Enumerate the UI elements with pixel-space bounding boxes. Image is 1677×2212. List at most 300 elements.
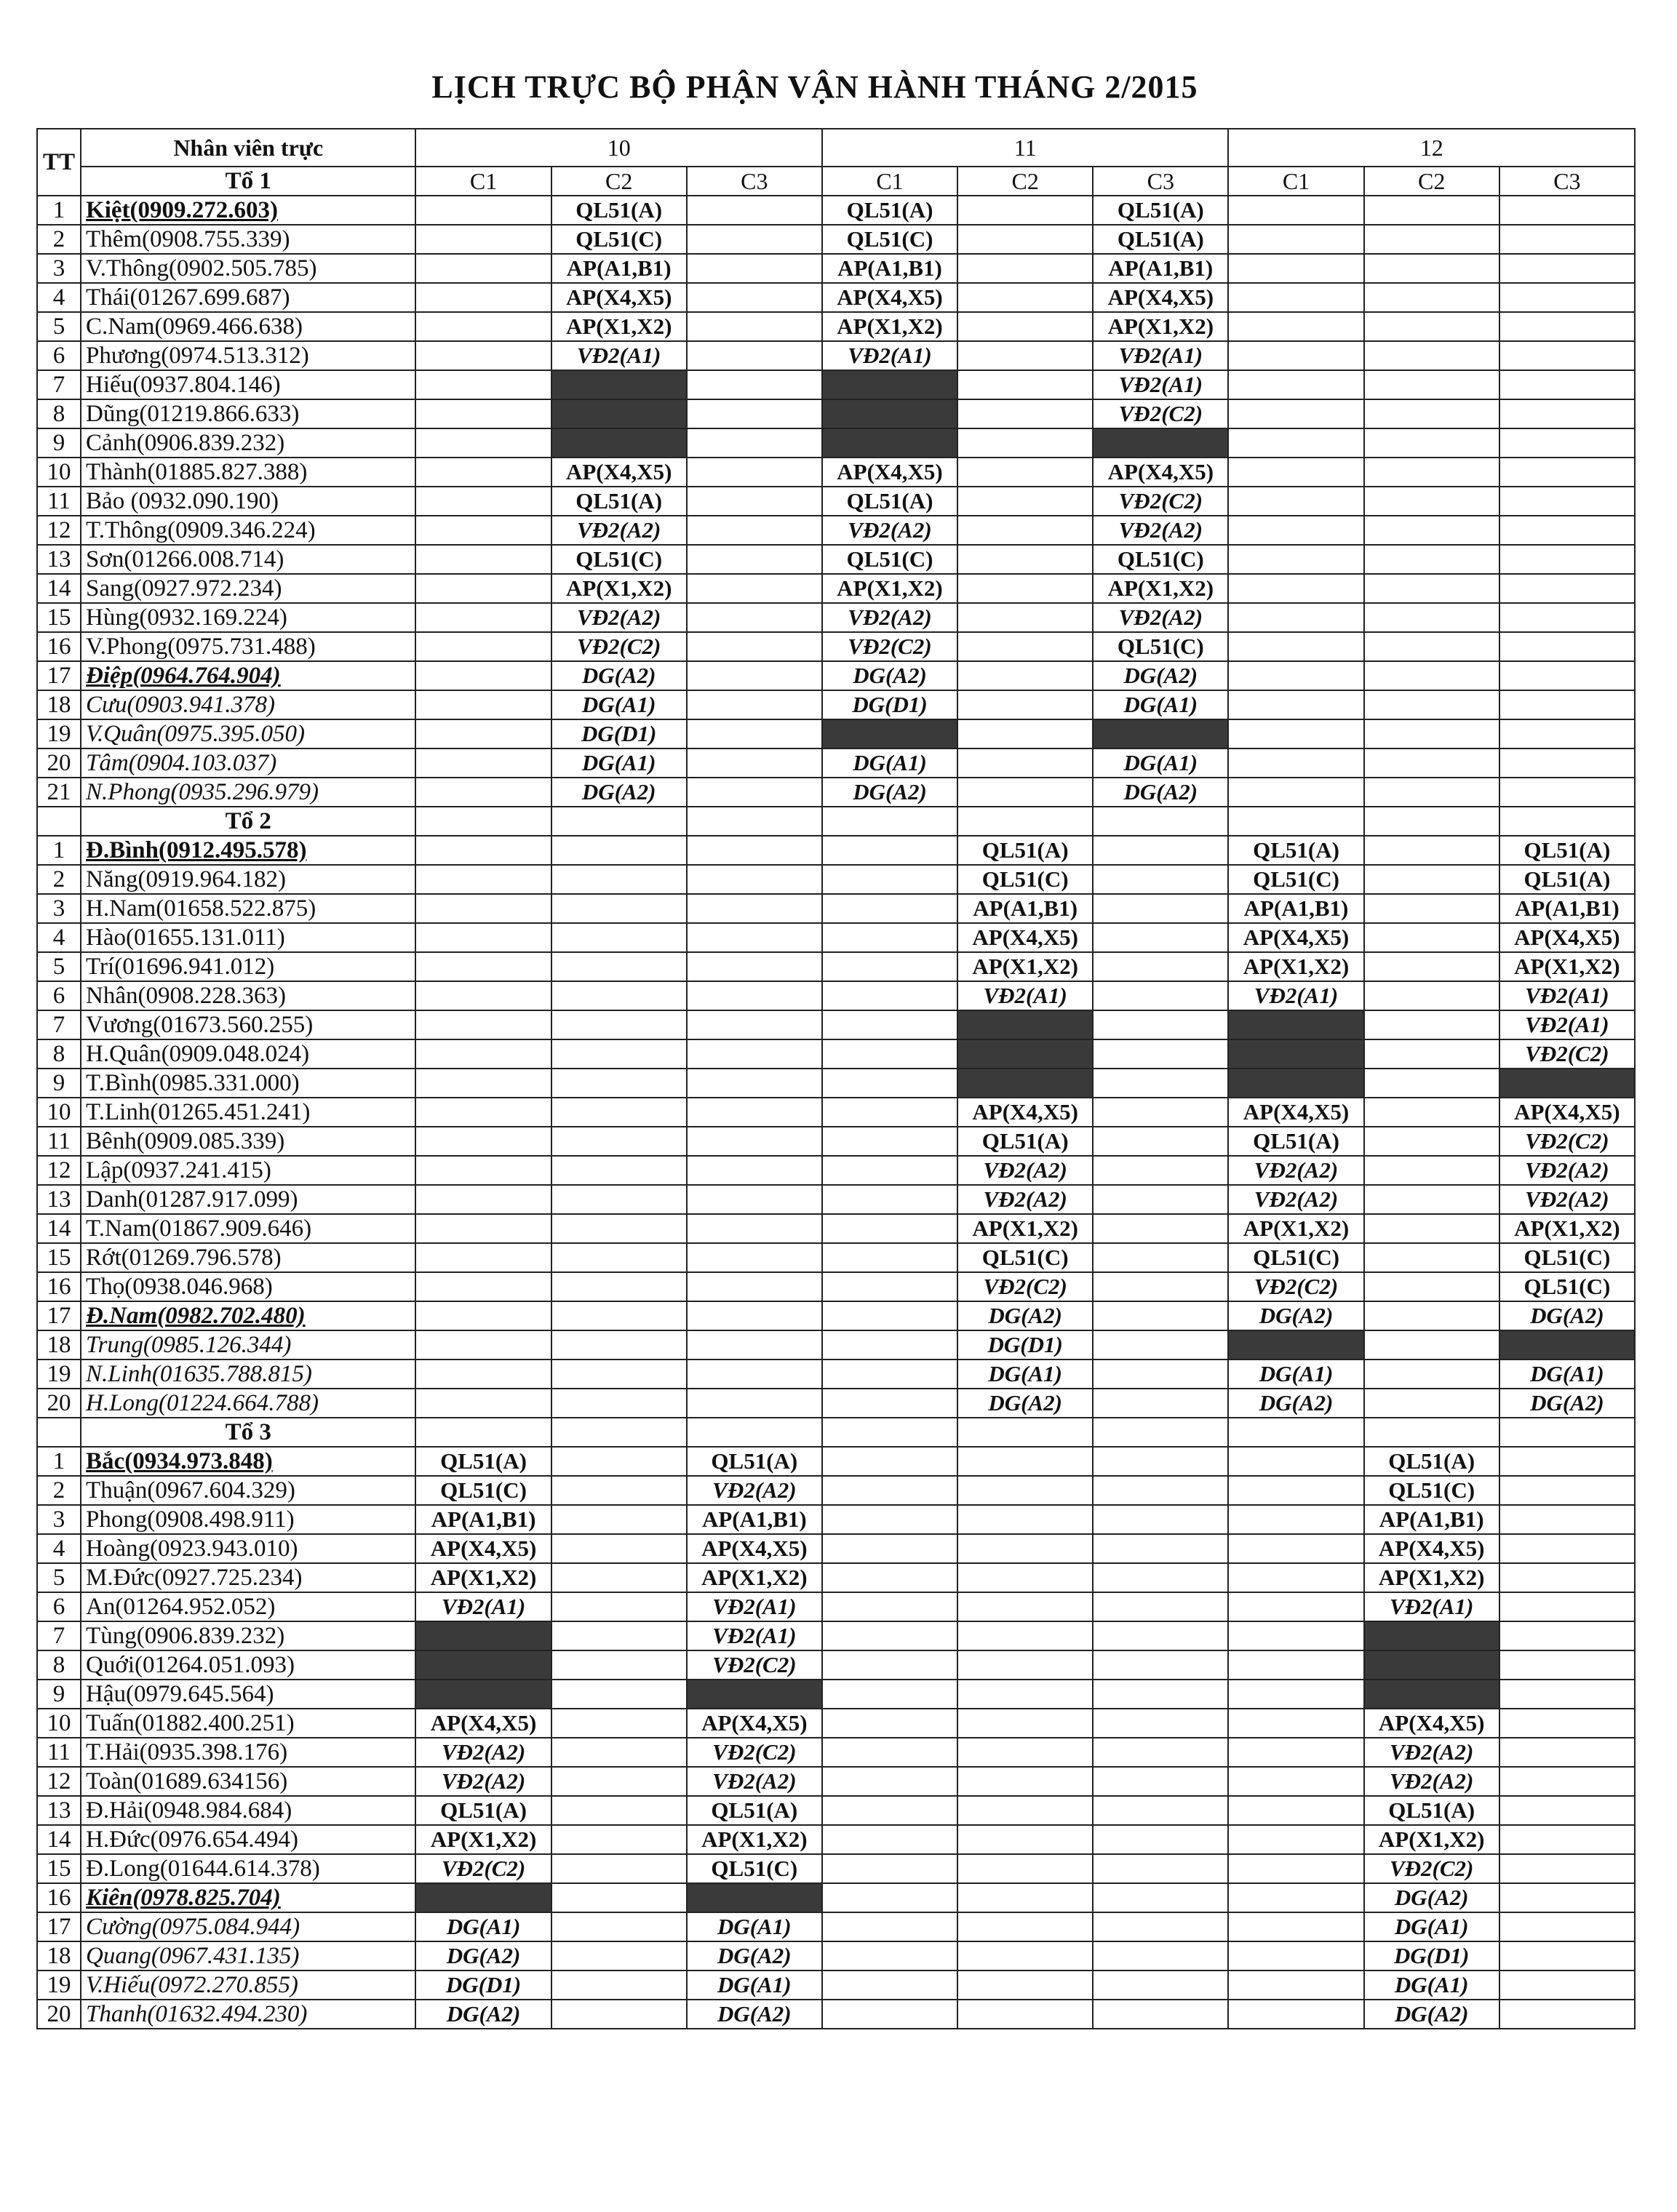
table-row	[37, 1709, 1635, 1738]
staff-name: Danh(01287.917.099)	[81, 1185, 415, 1214]
shaded-cell	[551, 370, 687, 399]
table-row	[37, 661, 1635, 690]
staff-name: Lập(0937.241.415)	[81, 1156, 415, 1185]
row-number: 8	[37, 1650, 81, 1680]
shift-cell	[415, 894, 551, 923]
shift-cell	[1364, 458, 1499, 487]
shift-cell	[1093, 1738, 1228, 1767]
shift-cell: VĐ2(A1)	[415, 1592, 551, 1621]
row-number: 1	[37, 196, 81, 225]
shaded-cell	[957, 1010, 1093, 1039]
row-number: 20	[37, 1389, 81, 1418]
shift-cell	[415, 254, 551, 283]
staff-name: V.Hiếu(0972.270.855)	[81, 1971, 415, 2000]
shift-cell	[415, 1418, 551, 1447]
shift-cell: VĐ2(A2)	[687, 1767, 822, 1796]
row-number: 5	[37, 952, 81, 981]
staff-name: Hiếu(0937.804.146)	[81, 370, 415, 399]
shift-cell	[1364, 1359, 1499, 1389]
staff-name: Dũng(01219.866.633)	[81, 399, 415, 428]
shift-cell: QL51(C)	[822, 225, 957, 254]
staff-name: H.Đức(0976.654.494)	[81, 1825, 415, 1854]
shift-cell: AP(A1,B1)	[551, 254, 687, 283]
row-number: 3	[37, 254, 81, 283]
shift-cell: DG(A2)	[415, 2000, 551, 2029]
shift-cell	[957, 748, 1093, 778]
shaded-cell	[687, 1680, 822, 1709]
shift-cell: AP(X1,X2)	[687, 1563, 822, 1592]
shaded-cell	[957, 1039, 1093, 1069]
staff-name: N.Linh(01635.788.815)	[81, 1359, 415, 1389]
table-row	[37, 254, 1635, 283]
shaded-cell	[957, 1069, 1093, 1098]
staff-name: Nhân(0908.228.363)	[81, 981, 415, 1010]
table-row	[37, 1680, 1635, 1709]
shift-cell	[1499, 1854, 1635, 1883]
shift-cell	[822, 1010, 957, 1039]
shift-cell	[687, 1156, 822, 1185]
shaded-cell	[822, 399, 957, 428]
shift-cell	[1228, 1621, 1363, 1650]
staff-name: Đ.Nam(0982.702.480)	[81, 1301, 415, 1330]
shift-cell: DG(A2)	[1093, 778, 1228, 807]
table-row	[37, 225, 1635, 254]
table-row	[37, 1971, 1635, 2000]
table-row	[37, 778, 1635, 807]
shift-cell: QL51(C)	[551, 545, 687, 574]
table-row	[37, 1389, 1635, 1418]
shift-cell	[1364, 748, 1499, 778]
shift-cell	[1499, 1505, 1635, 1534]
shift-cell	[687, 545, 822, 574]
shaded-cell	[822, 428, 957, 458]
header-shift: C1	[415, 167, 551, 196]
shift-cell	[1228, 778, 1363, 807]
shift-cell	[957, 778, 1093, 807]
shift-cell	[1093, 1272, 1228, 1301]
shift-cell	[1364, 283, 1499, 312]
shift-cell	[1364, 690, 1499, 719]
shift-cell	[822, 865, 957, 894]
shaded-cell	[1499, 1069, 1635, 1098]
shift-cell: QL51(C)	[415, 1476, 551, 1505]
shift-cell	[957, 1680, 1093, 1709]
header-staff: Nhân viên trực	[81, 129, 415, 167]
shift-cell	[1499, 1476, 1635, 1505]
shift-cell	[1364, 1389, 1499, 1418]
shift-cell: AP(X4,X5)	[551, 458, 687, 487]
shift-cell	[415, 981, 551, 1010]
shift-cell	[1228, 458, 1363, 487]
shift-cell	[1499, 1941, 1635, 1971]
shift-cell: DG(A1)	[822, 748, 957, 778]
shift-cell: VĐ2(C2)	[415, 1854, 551, 1883]
shift-cell: VĐ2(A1)	[1093, 341, 1228, 370]
shift-cell: VĐ2(C2)	[1499, 1127, 1635, 1156]
shift-cell	[822, 1359, 957, 1389]
shift-cell	[822, 952, 957, 981]
shift-cell	[1228, 1883, 1363, 1912]
shift-cell	[551, 1534, 687, 1563]
shift-cell	[687, 341, 822, 370]
shift-cell	[822, 1534, 957, 1563]
shift-cell	[415, 748, 551, 778]
shift-cell	[415, 719, 551, 748]
shift-cell	[1093, 1825, 1228, 1854]
shift-cell	[1093, 1039, 1228, 1069]
table-row	[37, 1185, 1635, 1214]
shift-cell	[1364, 719, 1499, 748]
shift-cell	[1499, 254, 1635, 283]
shift-cell: QL51(A)	[1228, 836, 1363, 865]
header-shift: C1	[822, 167, 957, 196]
shift-cell: DG(A2)	[551, 661, 687, 690]
table-row	[37, 1359, 1635, 1389]
shift-cell: QL51(A)	[1499, 865, 1635, 894]
shift-cell: QL51(C)	[687, 1854, 822, 1883]
page-title: LỊCH TRỰC BỘ PHẬN VẬN HÀNH THÁNG 2/2015	[431, 69, 1198, 105]
shift-cell	[687, 225, 822, 254]
shift-cell	[687, 719, 822, 748]
shift-cell	[1228, 196, 1363, 225]
staff-name: Thọ(0938.046.968)	[81, 1272, 415, 1301]
shift-cell	[957, 1621, 1093, 1650]
shift-cell	[822, 1854, 957, 1883]
shift-cell: AP(X4,X5)	[957, 1098, 1093, 1127]
shaded-cell	[1364, 1621, 1499, 1650]
shift-cell	[1228, 399, 1363, 428]
table-row	[37, 748, 1635, 778]
shift-cell	[1499, 1621, 1635, 1650]
staff-name: Tuấn(01882.400.251)	[81, 1709, 415, 1738]
shift-cell	[822, 1621, 957, 1650]
shift-cell	[1228, 225, 1363, 254]
header-shift: C3	[687, 167, 822, 196]
staff-name: V.Phong(0975.731.488)	[81, 632, 415, 661]
table-row	[37, 545, 1635, 574]
shift-cell	[551, 1185, 687, 1214]
row-number: 20	[37, 748, 81, 778]
table-row	[37, 1214, 1635, 1243]
shift-cell	[1364, 428, 1499, 458]
shift-cell	[1499, 1650, 1635, 1680]
shift-cell	[1499, 1418, 1635, 1447]
shift-cell	[1093, 1912, 1228, 1941]
shift-cell	[957, 1418, 1093, 1447]
shift-cell: VĐ2(A1)	[1364, 1592, 1499, 1621]
shift-cell	[551, 1941, 687, 1971]
group-label: Tổ 1	[81, 167, 415, 196]
shift-cell: AP(X4,X5)	[1364, 1709, 1499, 1738]
shift-cell	[1499, 545, 1635, 574]
shift-cell	[1228, 1505, 1363, 1534]
table-row	[37, 428, 1635, 458]
shift-cell: DG(A1)	[1364, 1971, 1499, 2000]
staff-name: Phương(0974.513.312)	[81, 341, 415, 370]
row-number: 12	[37, 1156, 81, 1185]
shift-cell: AP(A1,B1)	[1228, 894, 1363, 923]
shift-cell	[1093, 865, 1228, 894]
shift-cell	[1093, 1214, 1228, 1243]
shift-cell: AP(X4,X5)	[687, 1534, 822, 1563]
shift-cell: AP(X4,X5)	[1228, 923, 1363, 952]
row-number: 7	[37, 370, 81, 399]
shift-cell: AP(X1,X2)	[822, 574, 957, 603]
table-row	[37, 1912, 1635, 1941]
header-row-days	[37, 129, 1635, 167]
shift-cell	[551, 894, 687, 923]
shift-cell	[957, 2000, 1093, 2029]
shift-cell: VĐ2(C2)	[1364, 1854, 1499, 1883]
shaded-cell	[1499, 1330, 1635, 1359]
table-row	[37, 952, 1635, 981]
shift-cell: VĐ2(A2)	[1499, 1156, 1635, 1185]
row-number: 17	[37, 661, 81, 690]
shift-cell	[957, 1709, 1093, 1738]
shift-cell: AP(X1,X2)	[551, 574, 687, 603]
shift-cell: VĐ2(A1)	[687, 1592, 822, 1621]
shift-cell	[1093, 1563, 1228, 1592]
staff-name: Hoàng(0923.943.010)	[81, 1534, 415, 1563]
shift-cell	[1228, 545, 1363, 574]
shift-cell	[1093, 1767, 1228, 1796]
shift-cell	[1228, 1971, 1363, 2000]
shift-cell	[1228, 283, 1363, 312]
shift-cell	[687, 574, 822, 603]
shift-cell	[1364, 487, 1499, 516]
shift-cell	[1499, 1563, 1635, 1592]
shift-cell	[1499, 632, 1635, 661]
shift-cell	[1093, 1359, 1228, 1389]
shift-cell	[687, 807, 822, 836]
shift-cell	[415, 1185, 551, 1214]
shift-cell	[415, 1301, 551, 1330]
shift-cell: VĐ2(A1)	[957, 981, 1093, 1010]
staff-name: Trí(01696.941.012)	[81, 952, 415, 981]
shift-cell: AP(X1,X2)	[415, 1563, 551, 1592]
shift-cell	[1364, 196, 1499, 225]
shift-cell	[687, 836, 822, 865]
shift-cell	[1499, 1447, 1635, 1476]
shift-cell	[1093, 1098, 1228, 1127]
shift-cell	[1093, 952, 1228, 981]
row-number: 17	[37, 1912, 81, 1941]
staff-name: T.Hải(0935.398.176)	[81, 1738, 415, 1767]
shift-cell	[1228, 661, 1363, 690]
shift-cell	[822, 1680, 957, 1709]
header-shift: C3	[1499, 167, 1635, 196]
shift-cell: DG(A1)	[551, 690, 687, 719]
shift-cell: QL51(A)	[687, 1447, 822, 1476]
shift-cell	[551, 2000, 687, 2029]
shift-cell	[415, 836, 551, 865]
shift-cell	[687, 487, 822, 516]
staff-name: Cưu(0903.941.378)	[81, 690, 415, 719]
row-number: 4	[37, 923, 81, 952]
shift-cell: AP(X1,X2)	[957, 952, 1093, 981]
shift-cell	[415, 952, 551, 981]
shift-cell: AP(A1,B1)	[415, 1505, 551, 1534]
shaded-cell	[1364, 1680, 1499, 1709]
table-row	[37, 1098, 1635, 1127]
shift-cell	[1364, 1330, 1499, 1359]
shift-cell	[1364, 254, 1499, 283]
shift-cell: DG(A2)	[551, 778, 687, 807]
shift-cell	[1228, 603, 1363, 632]
shift-cell	[1499, 1971, 1635, 2000]
shift-cell	[1093, 1069, 1228, 1098]
staff-name: T.Linh(01265.451.241)	[81, 1098, 415, 1127]
shift-cell: DG(A1)	[957, 1359, 1093, 1389]
table-row	[37, 1069, 1635, 1098]
shift-cell: DG(A1)	[687, 1912, 822, 1941]
shift-cell	[415, 1359, 551, 1389]
table-row	[37, 574, 1635, 603]
staff-name: Sơn(01266.008.714)	[81, 545, 415, 574]
header-tt: TT	[37, 129, 81, 196]
shaded-cell	[1093, 428, 1228, 458]
shift-cell	[1499, 574, 1635, 603]
shift-cell	[957, 545, 1093, 574]
shift-cell	[1093, 923, 1228, 952]
row-number: 14	[37, 574, 81, 603]
shift-cell	[415, 1389, 551, 1418]
shaded-cell	[1364, 1650, 1499, 1680]
shift-cell	[822, 1330, 957, 1359]
shift-cell	[687, 1272, 822, 1301]
staff-name: Thuận(0967.604.329)	[81, 1476, 415, 1505]
row-number: 8	[37, 1039, 81, 1069]
shift-cell: QL51(C)	[957, 865, 1093, 894]
shift-cell	[1499, 1592, 1635, 1621]
table-row	[37, 603, 1635, 632]
shift-cell: AP(X1,X2)	[1364, 1825, 1499, 1854]
shift-cell	[1364, 516, 1499, 545]
shift-cell: AP(A1,B1)	[1364, 1505, 1499, 1534]
shift-cell	[687, 254, 822, 283]
shift-cell: AP(X4,X5)	[1364, 1534, 1499, 1563]
shift-cell	[957, 603, 1093, 632]
staff-name: Cường(0975.084.944)	[81, 1912, 415, 1941]
table-row	[37, 1243, 1635, 1272]
shift-cell: DG(D1)	[415, 1971, 551, 2000]
shift-cell: DG(A1)	[1093, 748, 1228, 778]
shift-cell: QL51(A)	[1228, 1127, 1363, 1156]
shaded-cell	[822, 719, 957, 748]
row-number: 15	[37, 1854, 81, 1883]
table-row	[37, 312, 1635, 341]
shift-cell	[1364, 1010, 1499, 1039]
shift-cell	[415, 807, 551, 836]
shift-cell: DG(A1)	[415, 1912, 551, 1941]
shift-cell	[957, 574, 1093, 603]
shift-cell	[1364, 1418, 1499, 1447]
shift-cell	[1228, 1767, 1363, 1796]
shift-cell	[1093, 1156, 1228, 1185]
table-row	[37, 1825, 1635, 1854]
shift-cell	[687, 690, 822, 719]
shift-cell: AP(X4,X5)	[551, 283, 687, 312]
shift-cell	[1499, 1738, 1635, 1767]
shift-cell: QL51(A)	[957, 1127, 1093, 1156]
shaded-cell	[1228, 1330, 1363, 1359]
shift-cell: AP(A1,B1)	[687, 1505, 822, 1534]
row-number: 10	[37, 458, 81, 487]
staff-name: Vương(01673.560.255)	[81, 1010, 415, 1039]
shift-cell	[1499, 341, 1635, 370]
shaded-cell	[1093, 719, 1228, 748]
shift-cell	[1499, 778, 1635, 807]
shift-cell: AP(X1,X2)	[1499, 1214, 1635, 1243]
shaded-cell	[415, 1883, 551, 1912]
shift-cell: AP(A1,B1)	[1093, 254, 1228, 283]
shift-cell: AP(X4,X5)	[822, 458, 957, 487]
shift-cell	[1228, 341, 1363, 370]
header-shift: C2	[957, 167, 1093, 196]
shift-cell	[957, 341, 1093, 370]
shift-cell: AP(X1,X2)	[1228, 952, 1363, 981]
shift-cell	[1228, 1941, 1363, 1971]
shift-cell	[1228, 1825, 1363, 1854]
shift-cell	[551, 1476, 687, 1505]
shift-cell	[957, 661, 1093, 690]
shift-cell	[1093, 1185, 1228, 1214]
shift-cell	[1364, 894, 1499, 923]
row-number: 1	[37, 836, 81, 865]
shift-cell	[415, 1039, 551, 1069]
row-number: 3	[37, 1505, 81, 1534]
shift-cell	[1364, 1272, 1499, 1301]
shift-cell: QL51(A)	[1364, 1796, 1499, 1825]
shift-cell	[551, 1098, 687, 1127]
shift-cell	[551, 1796, 687, 1825]
shaded-cell	[1228, 1069, 1363, 1098]
shift-cell	[687, 923, 822, 952]
shaded-cell	[415, 1650, 551, 1680]
shift-cell	[687, 778, 822, 807]
shift-cell	[1093, 1010, 1228, 1039]
shift-cell	[822, 1563, 957, 1592]
header-day: 11	[822, 129, 1229, 167]
shift-cell	[1228, 1418, 1363, 1447]
shift-cell	[957, 1592, 1093, 1621]
staff-name: Hùng(0932.169.224)	[81, 603, 415, 632]
shift-cell: DG(D1)	[822, 690, 957, 719]
shift-cell	[822, 1592, 957, 1621]
shift-cell	[687, 894, 822, 923]
shift-cell	[1093, 836, 1228, 865]
shift-cell	[1093, 1854, 1228, 1883]
row-number: 13	[37, 1185, 81, 1214]
shift-cell	[415, 283, 551, 312]
shift-cell: AP(X4,X5)	[415, 1709, 551, 1738]
shift-cell: AP(X1,X2)	[415, 1825, 551, 1854]
row-number: 11	[37, 487, 81, 516]
staff-name: V.Quân(0975.395.050)	[81, 719, 415, 748]
shift-cell	[1093, 1941, 1228, 1971]
row-number: 19	[37, 719, 81, 748]
shift-cell: QL51(C)	[1093, 545, 1228, 574]
table-row	[37, 283, 1635, 312]
shift-cell	[1499, 1883, 1635, 1912]
shift-cell	[1499, 458, 1635, 487]
shift-cell	[687, 428, 822, 458]
shift-cell: QL51(A)	[822, 487, 957, 516]
row-number: 13	[37, 1796, 81, 1825]
shift-cell	[551, 923, 687, 952]
shift-cell	[415, 865, 551, 894]
table-row	[37, 2000, 1635, 2029]
